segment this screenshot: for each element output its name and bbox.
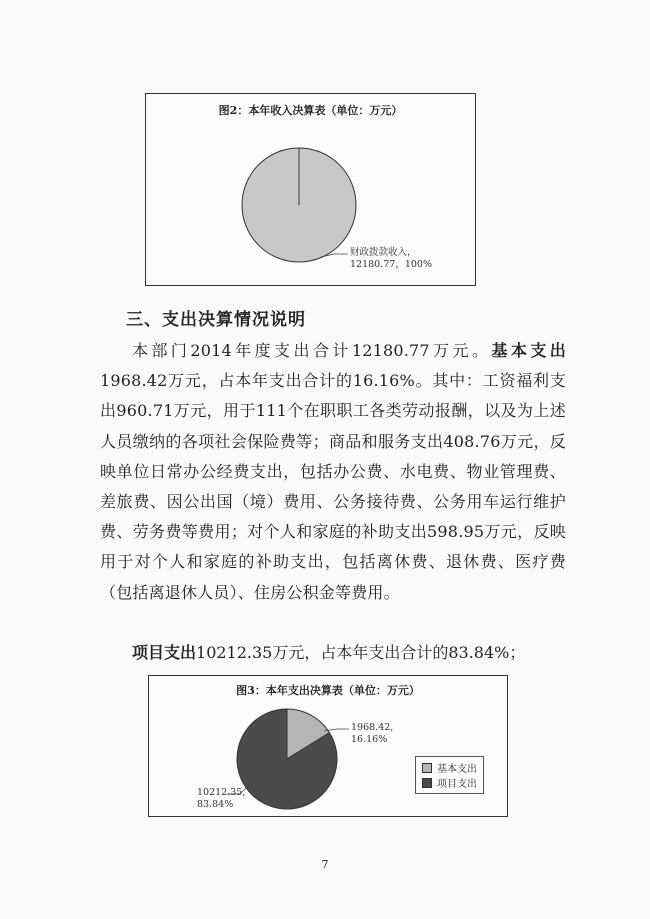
project-slice-label	[197, 787, 245, 811]
chart-title: 图3：本年支出决算表（单位：万元）	[236, 684, 420, 697]
income-slice-label	[350, 247, 432, 271]
legend-item	[422, 760, 477, 775]
chart-title: 图2：本年收入决算表（单位：万元）	[218, 104, 403, 117]
paragraph-sentence-2: 1968.42万元，占本年支出合计的16.16%。其中：工资福利支出960.71万元，用于111个在职职工各类劳动报酬，以及为上述人员缴纳的各项社会保险费等；商品和服务支出408.76万元，反映单位日常办公经费支出，包括办公费、水电费、物业管理费、差旅费、因公出国（境）费用、公务接待费、公务用车运行维护费、劳务费等费用；对个人和家庭的补助支出598.95万元，反映用于对个人和家庭的补助支出，包括离休费、退休费、医疗费（包括离退休人员）、住房公积金等费用。	[100, 371, 566, 602]
slice-label-line2: 12180.77，100%	[350, 259, 432, 270]
slice-label-line1: 财政拨款收入，	[350, 247, 417, 258]
legend-label: 基本支出	[437, 764, 477, 775]
legend-label: 项目支出	[437, 779, 477, 790]
expense-chart	[148, 675, 508, 817]
basic-slice-label	[351, 722, 393, 746]
income-chart	[145, 93, 476, 286]
slice-label-line1: 1968.42,	[351, 722, 394, 733]
project-expense-line	[132, 640, 525, 663]
legend-swatch	[422, 763, 432, 773]
slice-label-line1: 10212.35,	[197, 787, 246, 798]
expenditure-paragraph	[100, 336, 566, 608]
project-expense-text: 10212.35万元，占本年支出合计的83.84%；	[196, 643, 526, 662]
slice-label-line2: 16.16%	[351, 734, 388, 745]
basic-expense-label: 基本支出	[491, 341, 566, 360]
page-number: 7	[321, 858, 329, 871]
chart-legend	[415, 756, 484, 794]
section-heading: 三、支出决算情况说明	[126, 310, 306, 330]
legend-item	[422, 775, 477, 790]
legend-swatch	[422, 778, 432, 788]
slice-label-line2: 83.84%	[197, 799, 234, 810]
paragraph-sentence-1: 本部门2014年度支出合计12180.77万元。	[132, 341, 492, 360]
project-expense-label: 项目支出	[132, 643, 197, 662]
